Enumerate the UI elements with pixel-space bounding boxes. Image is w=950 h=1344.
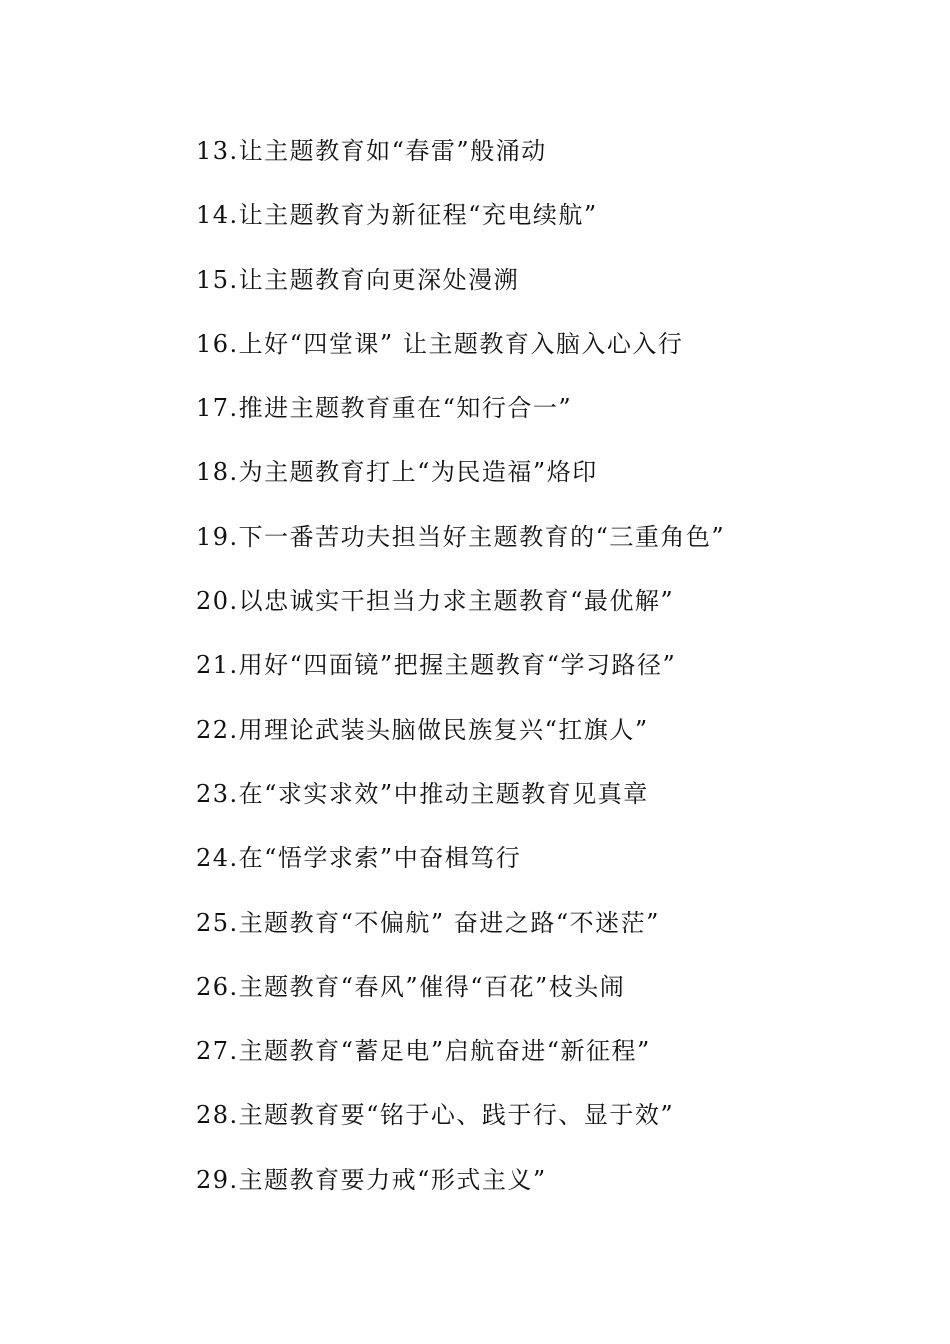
list-item: 25.主题教育“不偏航” 奋进之路“不迷茫”	[196, 908, 660, 937]
list-item: 16.上好“四堂课” 让主题教育入脑入心入行	[196, 329, 684, 358]
list-item: 27.主题教育“蓄足电”启航奋进“新征程”	[196, 1037, 651, 1066]
list-item: 14.让主题教育为新征程“充电续航”	[196, 201, 598, 230]
list-item: 13.让主题教育如“春雷”般涌动	[196, 137, 547, 165]
list-item: 28.主题教育要“铭于心、践于行、显于效”	[196, 1101, 675, 1130]
list-item: 26.主题教育“春风”催得“百花”枝头闹	[196, 972, 626, 1001]
title-list	[196, 131, 725, 1224]
list-item: 24.在“悟学求索”中奋楫笃行	[196, 844, 522, 873]
list-item: 29.主题教育要力戒“形式主义”	[196, 1165, 547, 1194]
list-item: 17.推进主题教育重在“知行合一”	[196, 394, 573, 423]
list-item: 21.用好“四面镜”把握主题教育“学习路径”	[196, 651, 677, 680]
list-item: 18.为主题教育打上“为民造福”烙印	[196, 458, 598, 487]
list-item: 15.让主题教育向更深处漫溯	[196, 265, 520, 294]
list-item: 23.在“求实求效”中推动主题教育见真章	[196, 779, 649, 808]
list-item: 19.下一番苦功夫担当好主题教育的“三重角色”	[196, 522, 726, 551]
list-item: 22.用理论武装头脑做民族复兴“扛旗人”	[196, 715, 649, 744]
list-item: 20.以忠诚实干担当力求主题教育“最优解”	[196, 587, 675, 616]
